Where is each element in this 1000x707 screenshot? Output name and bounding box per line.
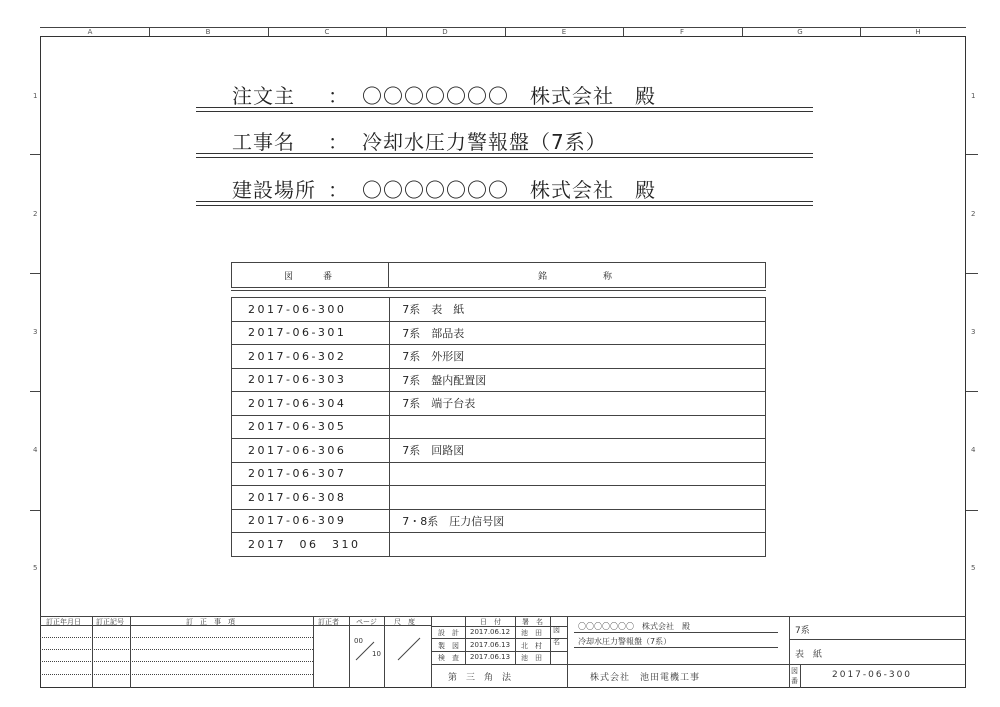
drawing-number-cell: 2017-06-308	[232, 486, 390, 510]
client-label: 注文主	[232, 84, 295, 108]
table-row	[232, 392, 766, 416]
site-colon: ：	[328, 178, 349, 202]
table-row	[232, 298, 766, 322]
drawing-title-cell: 7系 回路図	[390, 439, 766, 463]
drawing-number-cell: 2017-06-301	[232, 321, 390, 345]
approval-col	[465, 616, 466, 664]
drawing-title-cell: 7系 端子台表	[390, 392, 766, 416]
header-drawing-title: 銘 称	[389, 263, 766, 288]
date-design: 2017.06.12	[470, 628, 511, 636]
drawing-number-cell: 2017-06-302	[232, 345, 390, 369]
row-label-2: 2	[33, 210, 38, 218]
drawing-number-cell: 2017-06-303	[232, 368, 390, 392]
row-label-5-right: 5	[971, 564, 976, 572]
ruler-tick	[505, 27, 506, 36]
row-label-2-right: 2	[971, 210, 976, 218]
drawing-number-cell: 2017 06 310	[232, 533, 390, 557]
side-tick	[30, 273, 40, 274]
name-side-label: 図名	[553, 626, 560, 646]
name-underline	[574, 647, 778, 648]
role-design: 設 計	[438, 629, 459, 637]
drawing-number-cell: 2017-06-306	[232, 439, 390, 463]
row-label-1-right: 1	[971, 92, 976, 100]
rev-row-line	[40, 661, 313, 662]
table-row	[232, 345, 766, 369]
side-tick	[966, 154, 978, 155]
approval-row	[431, 638, 567, 639]
rev-col	[313, 616, 314, 688]
drawing-number: 2017-06-300	[832, 670, 913, 680]
ruler-tick	[386, 27, 387, 36]
column-label-d: D	[442, 28, 448, 36]
row-label-4: 4	[33, 446, 38, 454]
date-header: 日 付	[480, 618, 501, 626]
drawing-list-header	[231, 262, 766, 288]
rev-date-header: 訂正年月日	[46, 618, 81, 626]
table-row	[232, 368, 766, 392]
project-name-small: 冷却水圧力警報盤（7系）	[578, 637, 672, 646]
ruler-tick	[860, 27, 861, 36]
signer-drafting: 北 村	[521, 642, 542, 650]
side-tick	[30, 391, 40, 392]
role-inspection: 検 査	[438, 654, 459, 662]
approval-row	[431, 651, 567, 652]
drawing-number-cell: 2017-06-307	[232, 462, 390, 486]
header-drawing-number: 図 番	[232, 263, 389, 288]
rev-col	[384, 616, 385, 688]
projection-method: 第 三 角 法	[448, 673, 512, 683]
drawing-title-cell	[390, 486, 766, 510]
rev-no-header: 訂正記号	[96, 618, 124, 626]
title-block-bottom-row	[431, 664, 966, 665]
client-name: 〇〇〇〇〇〇〇 株式会社 殿	[362, 84, 656, 108]
table-row	[232, 321, 766, 345]
drawing-title-cell	[390, 533, 766, 557]
table-row	[232, 509, 766, 533]
side-tick	[966, 391, 978, 392]
page-slash	[354, 640, 378, 662]
table-row	[232, 439, 766, 463]
drawing-number-cell: 2017-06-304	[232, 392, 390, 416]
site-name: 〇〇〇〇〇〇〇 株式会社 殿	[362, 178, 656, 202]
company-name: 株式会社 池田電機工事	[590, 673, 701, 683]
ruler-tick	[268, 27, 269, 36]
rev-content-header: 訂 正 事 項	[186, 618, 235, 626]
drawing-title-cell: 7系 盤内配置図	[390, 368, 766, 392]
side-tick	[30, 154, 40, 155]
column-label-a: A	[87, 28, 93, 36]
scale-slash	[396, 636, 422, 662]
row-label-3: 3	[33, 328, 38, 336]
scale-header: 尺 度	[394, 618, 415, 626]
table-row	[232, 486, 766, 510]
project-colon: ：	[328, 130, 349, 154]
rev-col	[92, 616, 93, 688]
drawing-number-cell: 2017-06-305	[232, 415, 390, 439]
column-label-g: G	[797, 28, 803, 36]
sign-header: 署 名	[522, 618, 543, 626]
rev-row-line	[40, 649, 313, 650]
approval-col	[567, 616, 568, 688]
list-separator	[231, 290, 766, 291]
system-label: 7系	[795, 626, 810, 636]
side-tick	[966, 273, 978, 274]
project-name: 冷却水圧力警報盤（7系）	[362, 130, 607, 154]
rev-row-line	[40, 674, 313, 675]
ruler-tick	[742, 27, 743, 36]
row-label-3-right: 3	[971, 328, 976, 336]
client-colon: ：	[328, 84, 349, 108]
ruler-tick	[623, 27, 624, 36]
system-row	[789, 639, 966, 640]
column-label-b: B	[205, 28, 211, 36]
system-col	[789, 616, 790, 688]
number-label: 図番	[791, 667, 798, 685]
drawing-number-cell: 2017-06-309	[232, 509, 390, 533]
side-tick	[30, 510, 40, 511]
column-label-h: H	[915, 28, 921, 36]
name-underline	[574, 632, 778, 633]
table-row	[232, 533, 766, 557]
client-underline	[196, 107, 813, 112]
project-underline	[196, 153, 813, 158]
rev-col	[130, 616, 131, 688]
number-col	[800, 664, 801, 688]
approval-col	[515, 616, 516, 664]
rev-col	[349, 616, 350, 688]
site-underline	[196, 201, 813, 206]
date-inspection: 2017.06.13	[470, 653, 511, 661]
column-label-e: E	[561, 28, 567, 36]
title-block-top	[40, 616, 966, 617]
column-label-c: C	[324, 28, 330, 36]
drawing-title-cell	[390, 462, 766, 486]
drawing-title-cell: 7系 表 紙	[390, 298, 766, 322]
rev-row-line	[40, 637, 313, 638]
role-drafting: 製 図	[438, 642, 459, 650]
side-tick	[966, 510, 978, 511]
drawing-number-cell: 2017-06-300	[232, 298, 390, 322]
drawing-title-cell: 7・8系 圧力信号図	[390, 509, 766, 533]
approval-col	[550, 616, 551, 664]
project-label: 工事名	[232, 130, 295, 154]
signer-inspection: 池 田	[521, 654, 542, 662]
page-current: 00	[354, 637, 363, 645]
column-label-f: F	[679, 28, 685, 36]
ruler-tick	[149, 27, 150, 36]
top-ruler-line	[40, 27, 966, 28]
row-label-4-right: 4	[971, 446, 976, 454]
customer-name: 〇〇〇〇〇〇〇 株式会社 殿	[578, 622, 690, 631]
signer-design: 池 田	[521, 629, 542, 637]
drawing-title-cell	[390, 415, 766, 439]
sheet-title: 表 紙	[795, 650, 823, 660]
drawing-title-cell: 7系 外形図	[390, 345, 766, 369]
drawing-title-cell: 7系 部品表	[390, 321, 766, 345]
page-total: 10	[372, 650, 381, 658]
table-row	[232, 415, 766, 439]
date-drafting: 2017.06.13	[470, 641, 511, 649]
row-label-5: 5	[33, 564, 38, 572]
rev-by-header: 訂正者	[318, 618, 339, 626]
site-label: 建設場所	[232, 178, 316, 202]
page-header: ページ	[356, 618, 377, 626]
drawing-list	[231, 297, 766, 557]
table-row	[232, 462, 766, 486]
row-label-1: 1	[33, 92, 38, 100]
